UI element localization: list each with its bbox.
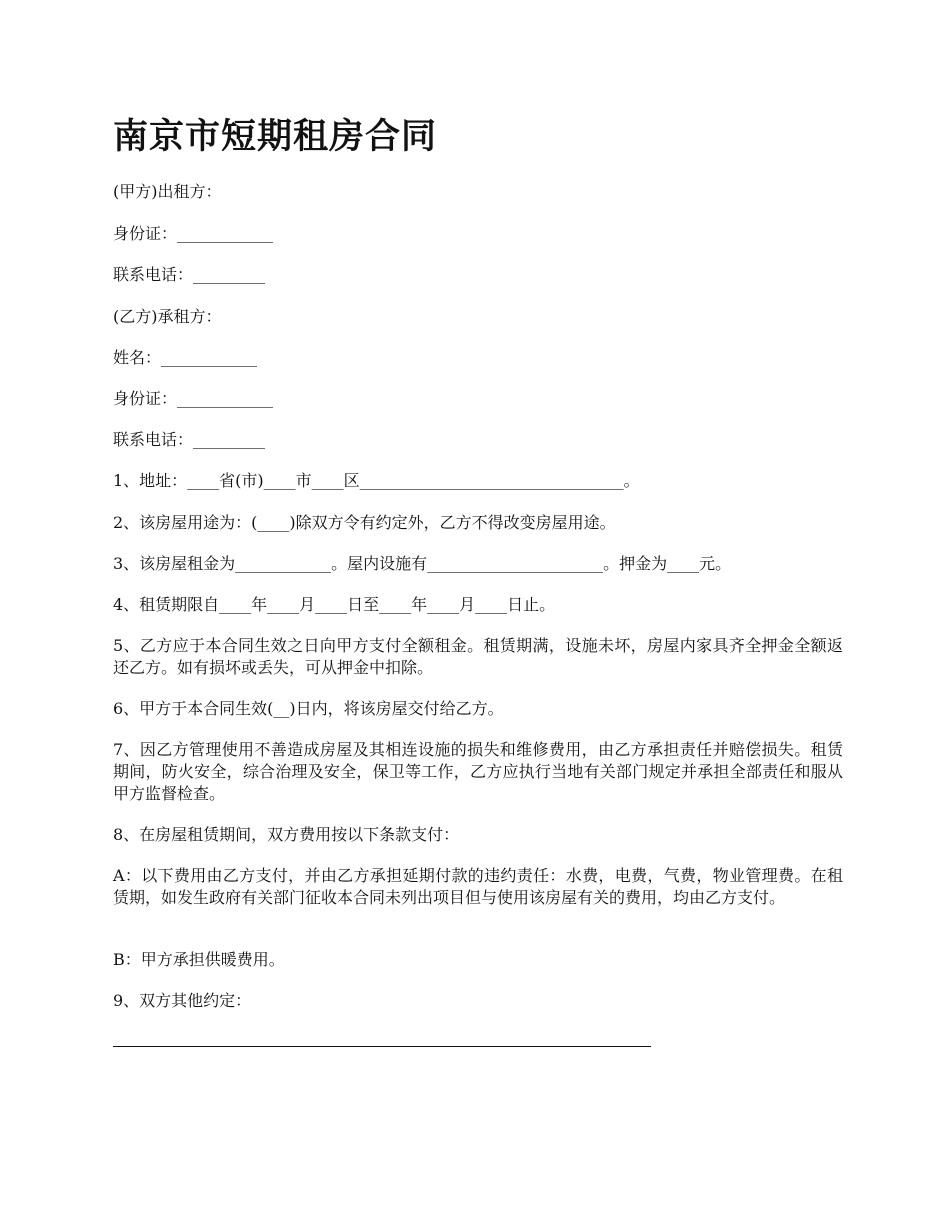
lessee-name-field: 姓名：____________ [113, 348, 258, 367]
clause-9-other: 9、双方其他约定： [113, 991, 252, 1010]
lessor-id-field: 身份证：____________ [113, 224, 274, 243]
clause-5-payment: 5、乙方应于本合同生效之日向甲方支付全额租金。租赁期满，设施未坏，房屋内家具齐全押金全额返还乙方。如有损坏或丢失，可从押金中扣除。 [113, 636, 843, 677]
other-terms-blank-line [113, 1046, 651, 1047]
clause-3-rent: 3、该房屋租金为____________。屋内设施有______________________。押金为____元。 [113, 554, 732, 573]
clause-8b-heating: B：甲方承担供暖费用。 [113, 950, 285, 969]
clause-1-address: 1、地址：____省(市)____市____区_________________________________。 [113, 471, 640, 490]
clause-8a-lessee-fees: A：以下费用由乙方支付，并由乙方承担延期付款的违约责任：水费，电费，气费，物业管理费。在租赁期，如发生政府有关部门征收本合同未列出项目但与使用该房屋有关的费用，均由乙方支付。 [113, 866, 843, 907]
clause-2-usage: 2、该房屋用途为：(____)除双方令有约定外，乙方不得改变房屋用途。 [113, 513, 616, 532]
clause-8-fees: 8、在房屋租赁期间，双方费用按以下条款支付： [113, 825, 460, 844]
clause-6-handover: 6、甲方于本合同生效(__)日内，将该房屋交付给乙方。 [113, 699, 504, 718]
document-title: 南京市短期租房合同 [113, 116, 438, 157]
lessee-phone-field: 联系电话：_________ [113, 430, 266, 449]
clause-7-liability: 7、因乙方管理使用不善造成房屋及其相连设施的损失和维修费用，由乙方承担责任并赔偿损失。租赁期间，防火安全，综合治理及安全，保卫等工作，乙方应执行当地有关部门规定并承担全部责任和服从甲方监督检查。 [113, 740, 843, 803]
lessee-party-label: (乙方)承租方： [113, 307, 222, 326]
lessor-phone-field: 联系电话：_________ [113, 265, 266, 284]
lessee-id-field: 身份证：____________ [113, 389, 274, 408]
lessor-party-label: (甲方)出租方： [113, 182, 222, 201]
clause-4-term: 4、租赁期限自____年____月____日至____年____月____日止。 [113, 595, 556, 614]
